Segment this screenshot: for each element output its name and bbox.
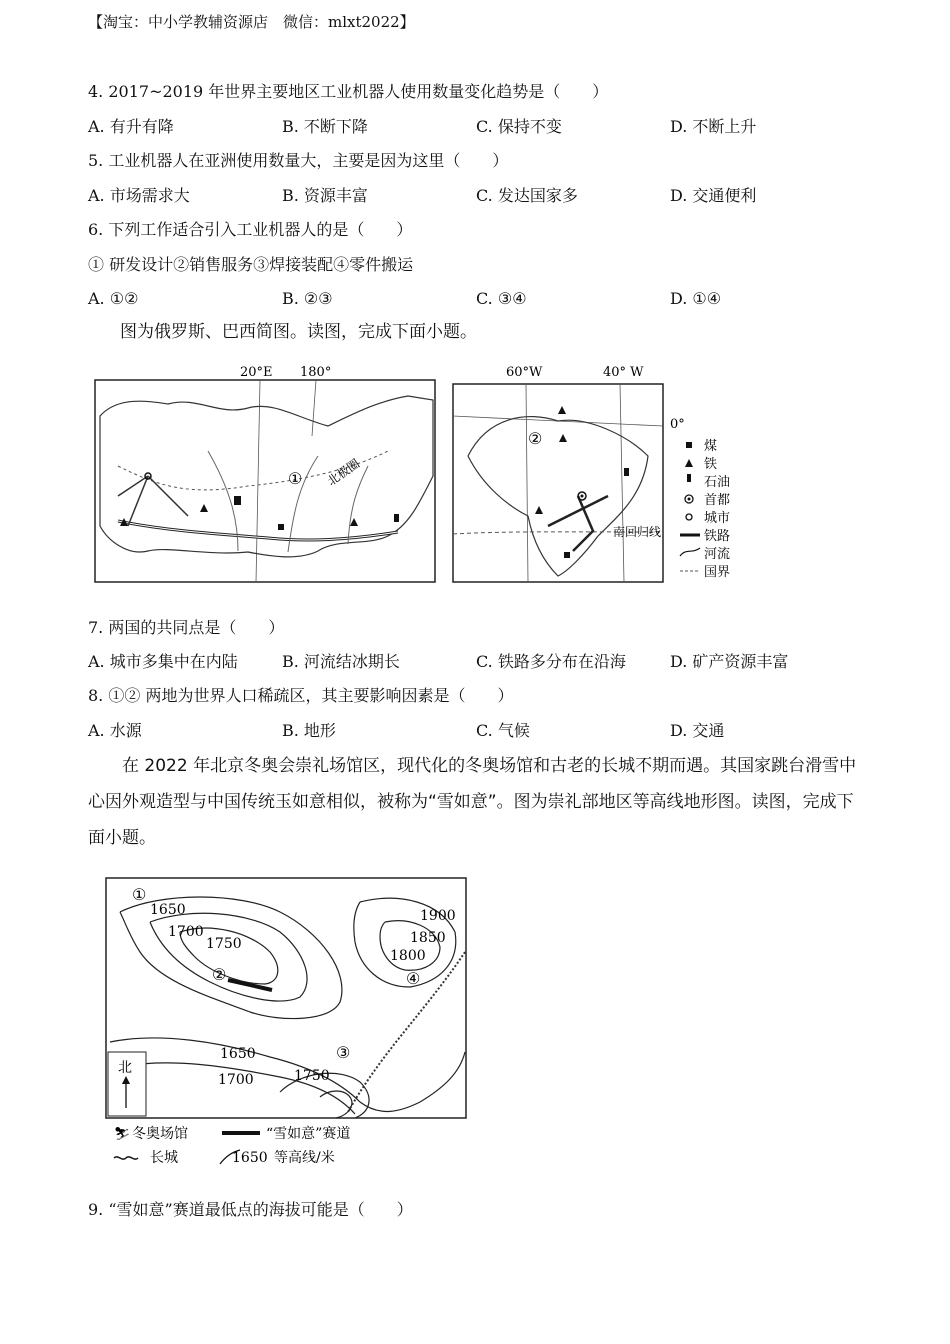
map2-legend <box>114 1125 350 1166</box>
q7-option-a[interactable]: A. 城市多集中在内陆 <box>88 652 238 671</box>
legend-venue: 冬奥场馆 <box>132 1126 188 1142</box>
q4-option-b[interactable]: B. 不断下降 <box>282 117 368 136</box>
legend-coal: 煤 <box>704 439 718 454</box>
russia-label-180: 180° <box>300 365 332 380</box>
q4-option-a[interactable]: A. 有升有降 <box>88 117 174 136</box>
chongli-contour-map <box>100 872 480 1172</box>
arctic-circle-label: 北极圈 <box>324 456 363 489</box>
question-8-stem: 8. ①② 两地为世界人口稀疏区，其主要影响因素是（ ） <box>88 686 514 705</box>
brazil-label-equator: 0° <box>670 417 685 432</box>
venue-point-4: ④ <box>406 969 421 988</box>
brazil-label-40w: 40° W <box>603 365 644 380</box>
question-5-stem: 5. 工业机器人在亚洲使用数量大，主要是因为这里（ ） <box>88 151 509 170</box>
legend-city: 城市 <box>704 511 731 526</box>
q4-option-d[interactable]: D. 不断上升 <box>670 117 757 136</box>
q8-option-c[interactable]: C. 气候 <box>476 721 530 740</box>
contour-label-1700-b: 1700 <box>218 1072 254 1088</box>
q6-option-c[interactable]: C. ③④ <box>476 289 527 308</box>
venue-point-3: ③ <box>336 1043 351 1062</box>
q5-option-b[interactable]: B. 资源丰富 <box>282 186 368 205</box>
q7-option-d[interactable]: D. 矿产资源丰富 <box>670 652 789 671</box>
q4-option-c[interactable]: C. 保持不变 <box>476 117 562 136</box>
north-label: 北 <box>118 1060 132 1076</box>
russia-region-1: ① <box>288 469 303 488</box>
contour-label-1750-b: 1750 <box>294 1068 330 1084</box>
q5-option-a[interactable]: A. 市场需求大 <box>88 186 190 205</box>
q8-option-b[interactable]: B. 地形 <box>282 721 336 740</box>
legend-railway: 铁路 <box>704 529 731 544</box>
question-6-stem: 6. 下列工作适合引入工业机器人的是（ ） <box>88 220 413 239</box>
map1-legend <box>680 438 730 580</box>
q6-option-a[interactable]: A. ①② <box>88 289 139 308</box>
russia-meridian <box>256 380 260 582</box>
contour-label-1900: 1900 <box>420 908 456 924</box>
watermark-header: 【淘宝：中小学教辅资源店 微信：mlxt2022】 <box>88 13 415 31</box>
question-6-sub: ① 研发设计②销售服务③焊接装配④零件搬运 <box>88 255 414 274</box>
legend-contour-value: 1650 <box>232 1150 268 1166</box>
contour-label-1850: 1850 <box>410 930 446 946</box>
contour-label-1650-b: 1650 <box>220 1046 256 1062</box>
legend-oil: 石油 <box>704 475 731 490</box>
legend-contour: 等高线/米 <box>274 1150 335 1166</box>
contour-label-1700-a: 1700 <box>168 924 204 940</box>
q5-option-d[interactable]: D. 交通便利 <box>670 186 757 205</box>
legend-capital: 首都 <box>704 493 731 508</box>
legend-river: 河流 <box>704 547 731 562</box>
intro-russia-brazil: 图为俄罗斯、巴西简图。读图，完成下面小题。 <box>120 322 477 342</box>
question-9-stem: 9. “雪如意”赛道最低点的海拔可能是（ ） <box>88 1200 413 1219</box>
contour-label-1750-a: 1750 <box>206 936 242 952</box>
brazil-railway <box>548 496 608 551</box>
q6-option-b[interactable]: B. ②③ <box>282 289 333 308</box>
venue-point-1: ① <box>132 885 147 904</box>
q6-option-d[interactable]: D. ①④ <box>670 289 722 308</box>
q5-option-c[interactable]: C. 发达国家多 <box>476 186 578 205</box>
contour-label-1800: 1800 <box>390 948 426 964</box>
q7-option-b[interactable]: B. 河流结冰期长 <box>282 652 400 671</box>
contour-label-1650-a: 1650 <box>150 902 186 918</box>
xuerusi-track <box>228 980 272 990</box>
intro-chongli: 在 2022 年北京冬奥会崇礼场馆区，现代化的冬奥场馆和古老的长城不期而遇。其国家跳台滑雪中心因外观造型与中国传统玉如意相似，被称为“雪如意”。图为崇礼部地区等高线地形图。读图，完成下面小题。 <box>88 756 857 848</box>
q8-option-a[interactable]: A. 水源 <box>88 721 142 740</box>
brazil-map-frame <box>453 384 663 582</box>
question-4-stem: 4. 2017~2019 年世界主要地区工业机器人使用数量变化趋势是（ ） <box>88 82 609 101</box>
brazil-region-2: ② <box>528 429 543 448</box>
legend-great-wall: 长城 <box>150 1150 178 1166</box>
venue-point-2: ② <box>212 965 227 984</box>
brazil-label-60w: 60°W <box>506 365 543 380</box>
tropic-label: 南回归线 <box>613 525 662 539</box>
q7-option-c[interactable]: C. 铁路多分布在沿海 <box>476 652 626 671</box>
russia-brazil-map <box>88 356 748 592</box>
question-7-stem: 7. 两国的共同点是（ ） <box>88 618 285 637</box>
legend-border: 国界 <box>704 565 731 580</box>
q8-option-d[interactable]: D. 交通 <box>670 721 725 740</box>
russia-label-20e: 20°E <box>240 365 273 380</box>
svg-text:⛷: ⛷ <box>114 1127 131 1142</box>
legend-track: “雪如意”赛道 <box>266 1126 351 1142</box>
legend-iron: 铁 <box>704 457 718 472</box>
